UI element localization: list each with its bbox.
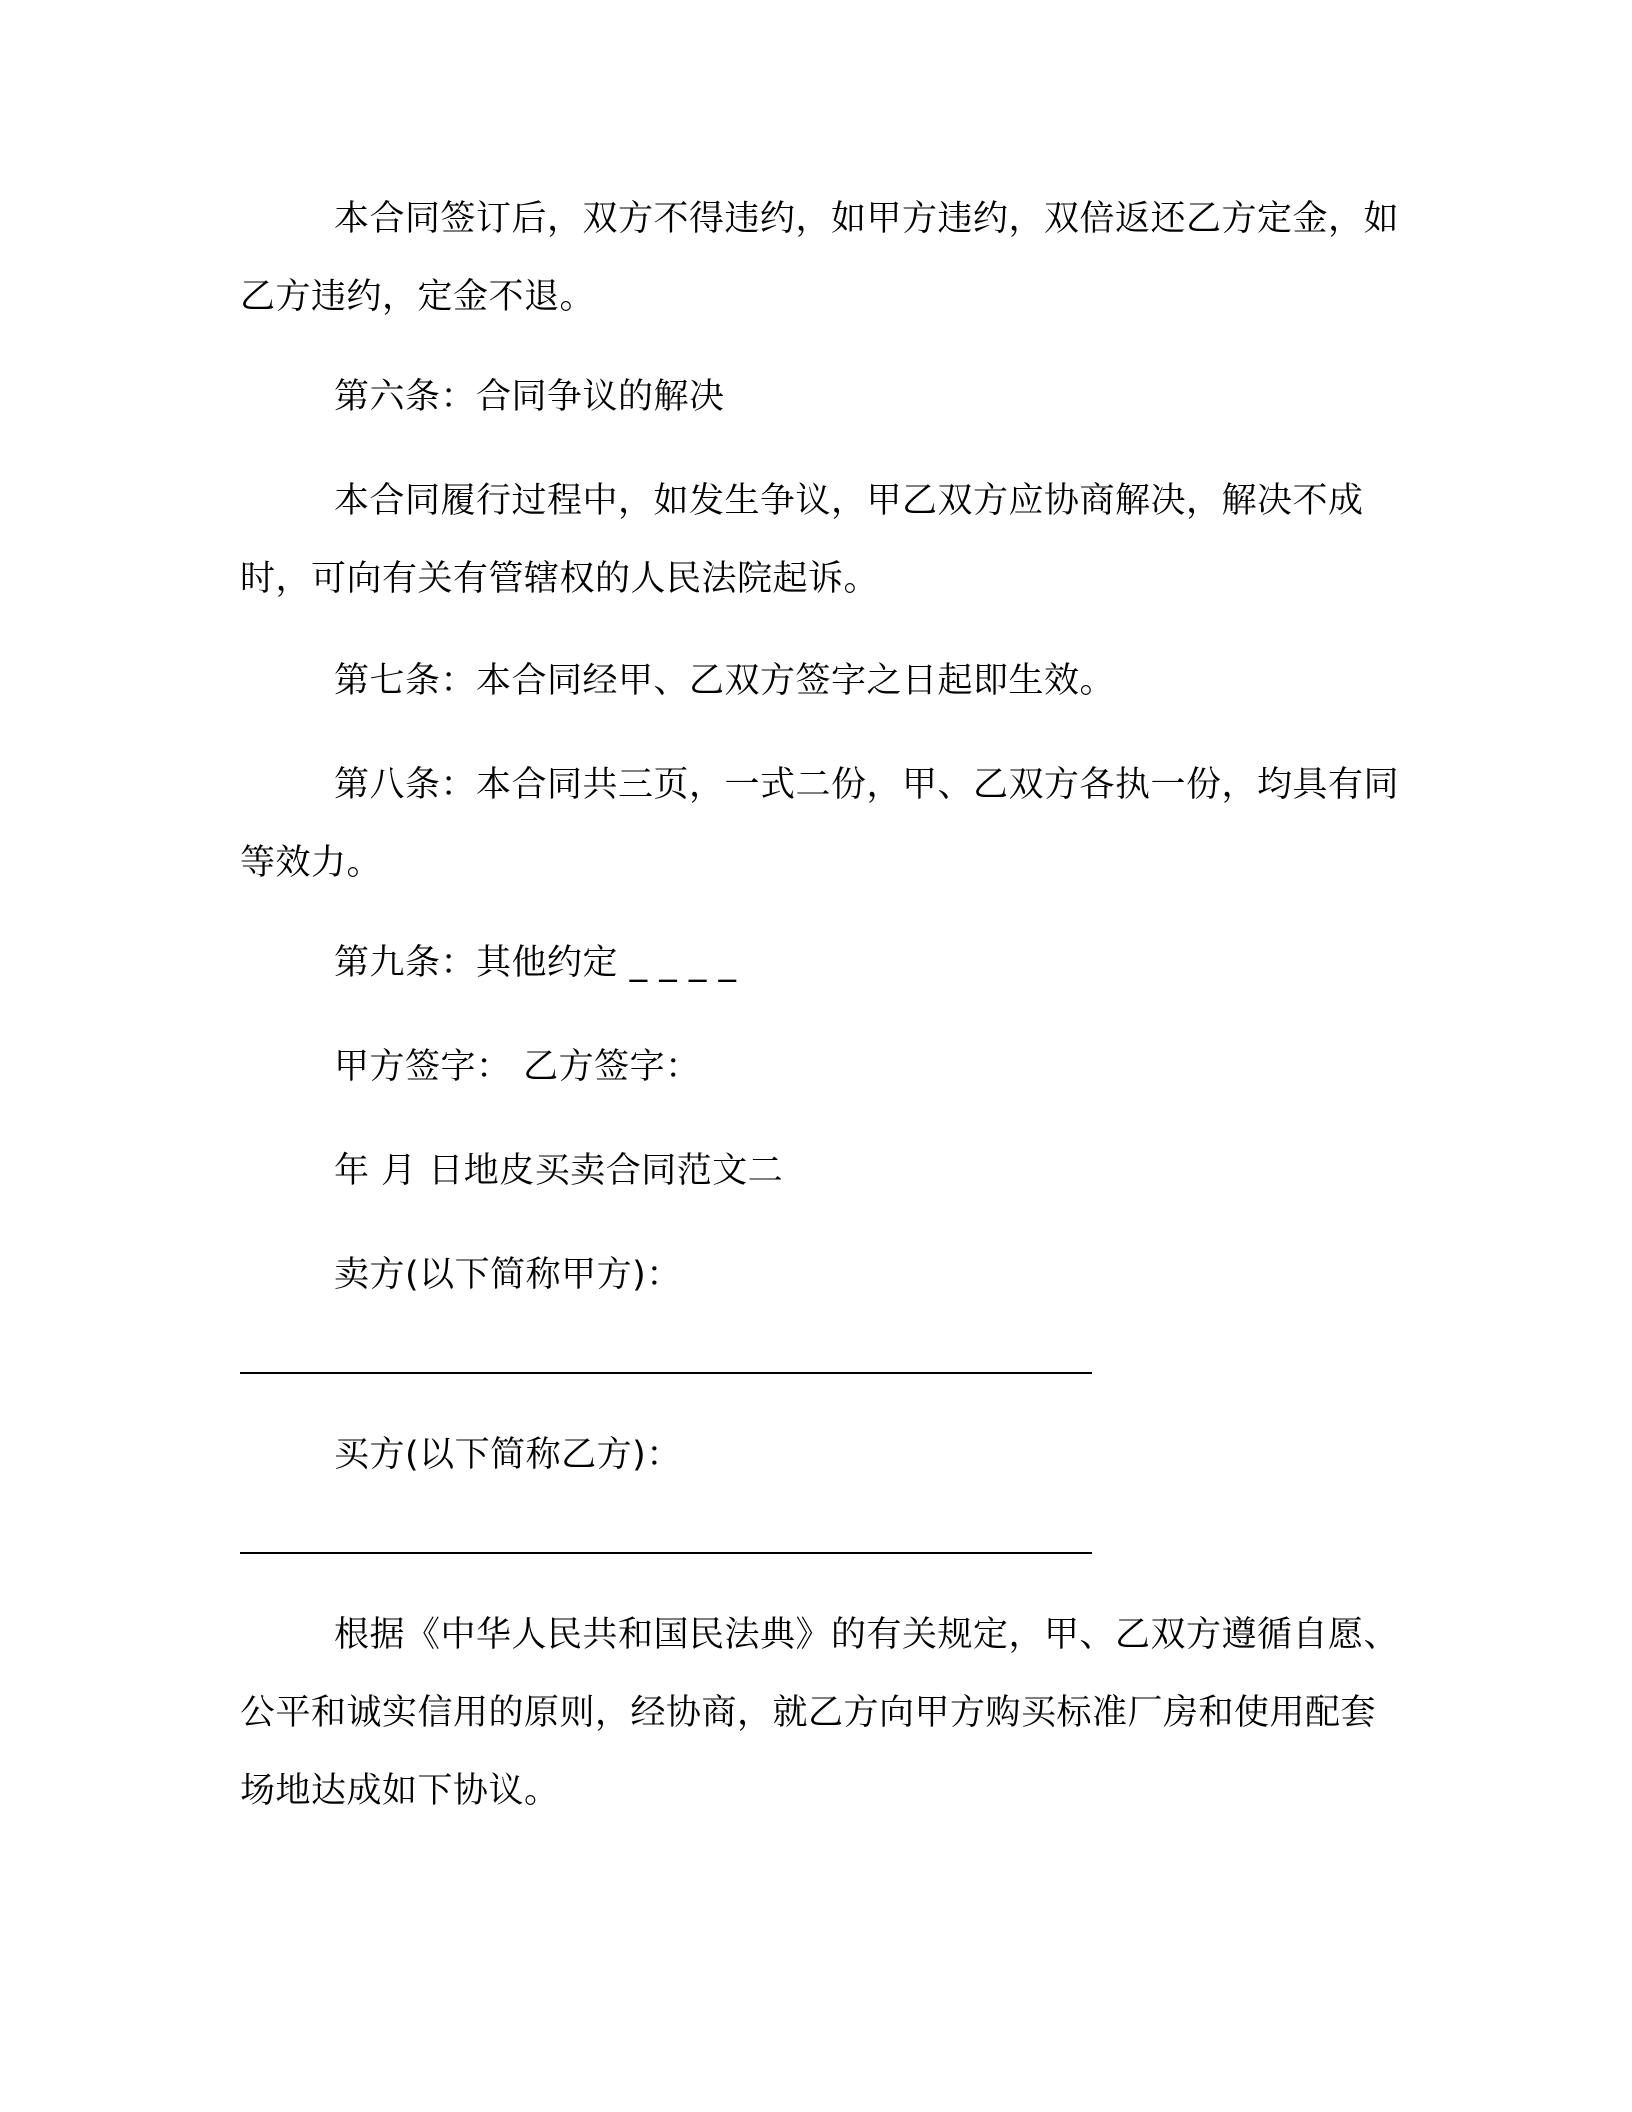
buyer-label: 买方(以下简称乙方)： <box>334 1435 682 1475</box>
seller-label: 卖方(以下简称甲方)： <box>334 1255 682 1295</box>
article-6-heading: 第六条：合同争议的解决 <box>334 377 725 417</box>
article-8: 第八条：本合同共三页，一式二份，甲、乙双方各执一份，均具有同等效力。 <box>240 765 1400 883</box>
signature-line: 甲方签字： 乙方签字： <box>334 1047 701 1087</box>
paragraph-deposit-breach: 本合同签订后，双方不得违约，如甲方违约，双倍返还乙方定金，如乙方违约，定金不退。 <box>240 199 1400 317</box>
seller-blank-line <box>240 1372 1092 1374</box>
buyer-blank-line <box>240 1552 1092 1554</box>
date-and-second-template-title: 年 月 日地皮买卖合同范文二 <box>334 1151 784 1191</box>
article-7: 第七条：本合同经甲、乙双方签字之日起即生效。 <box>334 661 1116 701</box>
article-9: 第九条：其他约定 _ _ _ _ <box>334 943 737 983</box>
paragraph-legal-basis: 根据《中华人民共和国民法典》的有关规定，甲、乙双方遵循自愿、公平和诚实信用的原则，经协商，就乙方向甲方购买标准厂房和使用配套场地达成如下协议。 <box>240 1615 1400 1811</box>
paragraph-dispute-resolution: 本合同履行过程中，如发生争议，甲乙双方应协商解决，解决不成时，可向有关有管辖权的人民法院起诉。 <box>240 481 1364 599</box>
